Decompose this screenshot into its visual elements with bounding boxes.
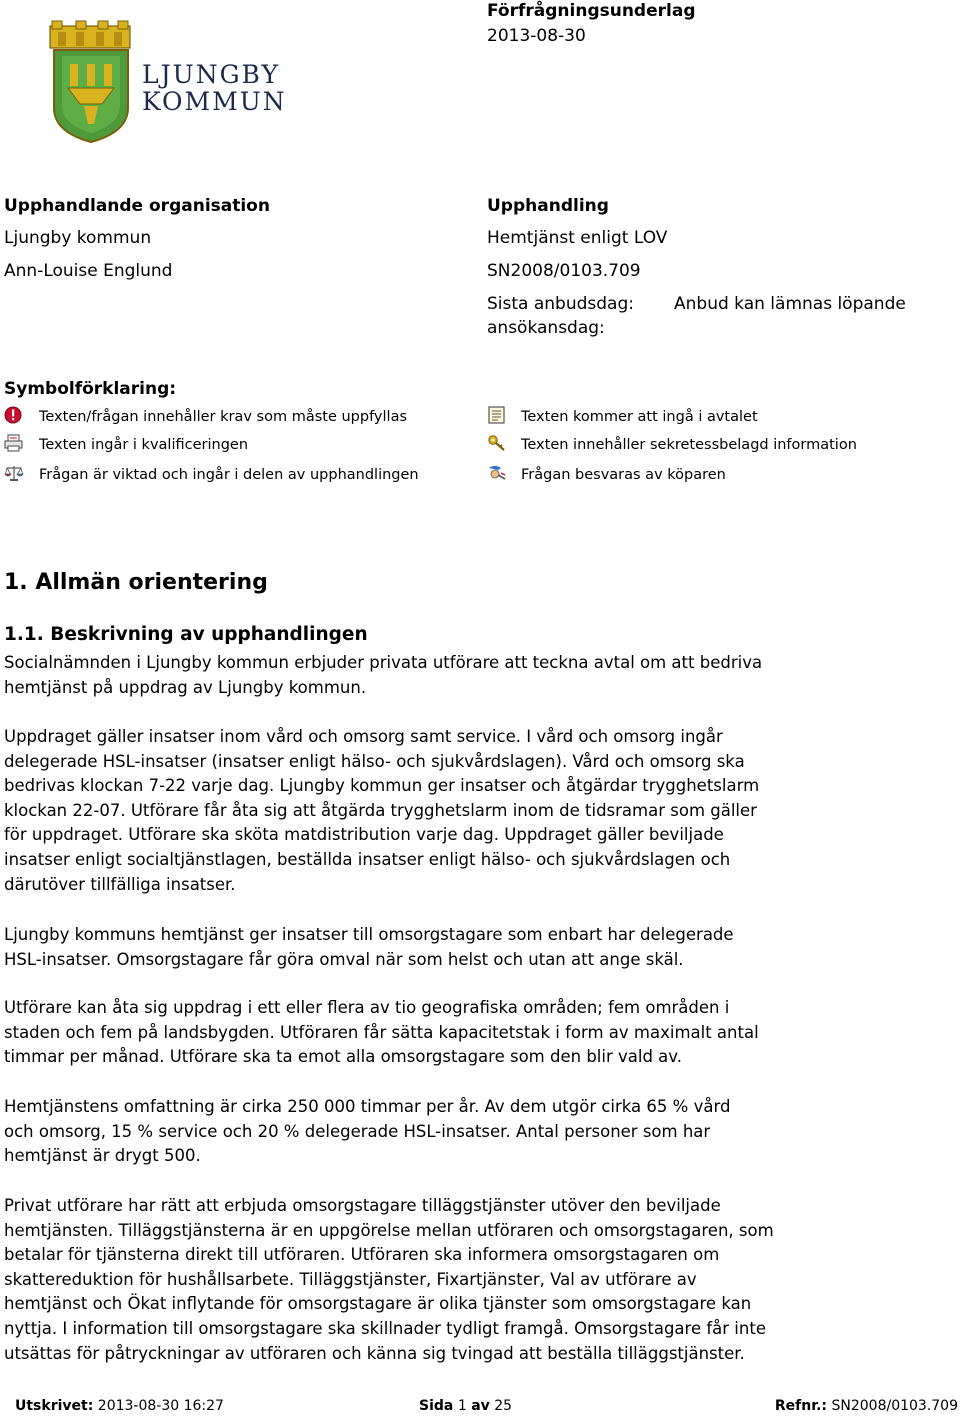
symbol-text-buyer-answers: Frågan besvaras av köparen bbox=[521, 467, 726, 483]
text-line: Utförare kan åta sig uppdrag i ett eller flera av tio geografiska områden; fem områden i bbox=[4, 998, 730, 1017]
text-line: Socialnämnden i Ljungby kommun erbjuder privata utförare att teckna avtal om att bedriva bbox=[4, 653, 763, 672]
text-line: Hemtjänstens omfattning är cirka 250 000 timmar per år. Av dem utgör cirka 65 % vård bbox=[4, 1097, 731, 1116]
text-line: hemtjänst och Ökat inflytande för omsorgstagare är olika tjänster som omsorgstagare kan bbox=[4, 1294, 752, 1314]
key-icon bbox=[487, 434, 507, 452]
paragraph-1 bbox=[4, 651, 804, 700]
symbol-text-qualification: Texten ingår i kvalificeringen bbox=[39, 437, 249, 453]
text-line: insatser enligt socialtjänstlagen, beställda insatser enligt hälso- och sjukvårdslagen och bbox=[4, 849, 731, 869]
symbol-text-confidential: Texten innehåller sekretessbelagd information bbox=[521, 437, 857, 453]
paragraph-5 bbox=[4, 1095, 804, 1169]
text-line: bedrivas klockan 7-22 varje dag. Ljungby kommun ger insatser och åtgärdar trygghetslarm bbox=[4, 776, 760, 796]
text-line: delegerade HSL-insatser (insatser enligt hälso- och sjukvårdslagen). Vård och omsorg ska bbox=[4, 751, 745, 771]
footer-page-number bbox=[419, 1398, 512, 1414]
text-line: hemtjänsten. Tilläggstjänsterna är en uppgörelse mellan utföraren och omsorgstagaren, som bbox=[4, 1220, 774, 1240]
subsection-heading: 1.1. Beskrivning av upphandlingen bbox=[4, 624, 368, 645]
text-line: nyttja. I information till omsorgstagare ska skillnader tydligt framgå. Omsorgstagare får inte bbox=[4, 1318, 766, 1338]
text-line: Uppdraget gäller insatser inom vård och omsorg samt service. I vård och omsorg ingår bbox=[4, 727, 723, 746]
page-label: Sida bbox=[419, 1398, 454, 1414]
buyer-answer-icon bbox=[487, 464, 507, 482]
printed-label: Utskrivet: bbox=[15, 1398, 94, 1414]
scales-icon bbox=[4, 464, 24, 482]
printed-value: 2013-08-30 16:27 bbox=[97, 1398, 224, 1414]
symbol-text-weighted: Frågan är viktad och ingår i delen av upphandlingen bbox=[39, 467, 419, 483]
text-line: staden och fem på landsbygden. Utföraren får sätta kapacitetstak i form av maximalt antal bbox=[4, 1022, 759, 1042]
org-heading: Upphandlande organisation bbox=[4, 196, 270, 216]
text-line: hemtjänst på uppdrag av Ljungby kommun. bbox=[4, 677, 367, 697]
symbol-legend-heading: Symbolförklaring: bbox=[4, 379, 177, 399]
ref-value: SN2008/0103.709 bbox=[831, 1398, 958, 1414]
procurement-ref: SN2008/0103.709 bbox=[487, 261, 641, 281]
ref-label: Refnr.: bbox=[774, 1398, 828, 1414]
logo-text-line2: KOMMUN bbox=[142, 87, 287, 116]
symbol-text-contract: Texten kommer att ingå i avtalet bbox=[521, 409, 758, 425]
page-current: 1 bbox=[457, 1398, 467, 1414]
procurement-heading: Upphandling bbox=[487, 196, 609, 216]
section-heading: 1. Allmän orientering bbox=[4, 570, 268, 595]
text-line: och omsorg, 15 % service och 20 % delegerade HSL-insatser. Antal personer som har bbox=[4, 1121, 711, 1141]
text-line: Ljungby kommuns hemtjänst ger insatser till omsorgstagare som enbart har delegerade bbox=[4, 925, 734, 944]
page-of-label: av bbox=[471, 1398, 490, 1414]
deadline-label: Sista anbudsdag: bbox=[487, 294, 634, 314]
text-line: för uppdraget. Utförare ska sköta matdistribution varje dag. Uppdraget gäller beviljade bbox=[4, 825, 724, 845]
deadline-label-2: ansökansdag: bbox=[487, 318, 605, 338]
paragraph-2 bbox=[4, 725, 804, 897]
text-line: skattereduktion för hushållsarbete. Tilläggstjänster, Fixartjänster, Val av utförare av bbox=[4, 1269, 697, 1289]
text-line: utsättas för påtryckningar av utföraren och känna sig tvingad att beställa tilläggstjänster. bbox=[4, 1343, 745, 1363]
exclamation-icon bbox=[4, 406, 24, 424]
org-name: Ljungby kommun bbox=[4, 228, 152, 248]
contract-document-icon bbox=[487, 406, 507, 424]
municipality-logo bbox=[0, 0, 300, 150]
paragraph-4 bbox=[4, 996, 804, 1070]
text-line: därutöver tillfälliga insatser. bbox=[4, 874, 236, 894]
paragraph-3 bbox=[4, 923, 804, 972]
logo-text-line1: LJUNGBY bbox=[142, 60, 280, 89]
text-line: Privat utförare har rätt att erbjuda omsorgstagare tilläggstjänster utöver den beviljade bbox=[4, 1196, 721, 1215]
page-total: 25 bbox=[494, 1398, 513, 1414]
qualification-printer-icon bbox=[4, 434, 24, 452]
procurement-title: Hemtjänst enligt LOV bbox=[487, 228, 668, 248]
text-line: klockan 22-07. Utförare får åta sig att åtgärda trygghetslarm inom de tidsramar som gäller bbox=[4, 800, 757, 820]
text-line: betalar för tjänsterna direkt till utföraren. Utföraren ska informera omsorgstagaren om bbox=[4, 1245, 720, 1265]
footer-reference bbox=[775, 1398, 958, 1414]
document-date: 2013-08-30 bbox=[487, 26, 586, 46]
org-contact: Ann-Louise Englund bbox=[4, 261, 173, 281]
footer-printed bbox=[15, 1398, 224, 1414]
text-line: HSL-insatser. Omsorgstagare får göra omval när som helst och utan att ange skäl. bbox=[4, 949, 684, 969]
paragraph-6 bbox=[4, 1194, 804, 1366]
coat-of-arms-icon bbox=[46, 20, 136, 145]
deadline-value: Anbud kan lämnas löpande bbox=[674, 294, 906, 314]
text-line: hemtjänst är drygt 500. bbox=[4, 1146, 201, 1166]
text-line: timmar per månad. Utförare ska ta emot alla omsorgstagare som den blir vald av. bbox=[4, 1047, 683, 1067]
symbol-text-requirement: Texten/frågan innehåller krav som måste uppfyllas bbox=[39, 409, 408, 425]
document-type: Förfrågningsunderlag bbox=[487, 1, 696, 21]
